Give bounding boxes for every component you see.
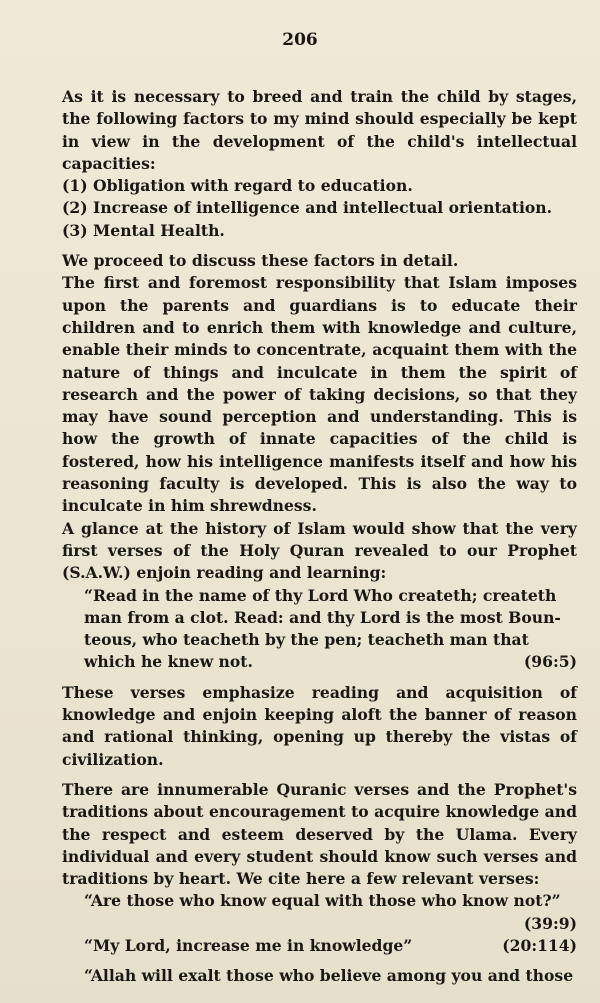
intro-paragraph: As it is necessary to breed and train the child by stages, the following factors to my mind should especially be kept in view in the development of the child's intellectual capacities: — [62, 87, 577, 173]
responsibility-paragraph: The first and foremost responsibility that Islam imposes upon the parents and guardians is to educate their children and to enrich them with knowledge and culture, enable their minds to concentrate, acquaint them with the nature of things and inculcate in them the spirit of research and the power of taking decisions, so that they may have sound perception and understanding. This is how the growth of innate capacities of the child is fostered, how his intelligence manifests itself and how his reasoning faculty is developed. This is also the way to inculcate in him shrewdness. — [62, 273, 577, 516]
verse-last-line — [62, 651, 577, 673]
verse-reference: (20:114) — [502, 935, 577, 955]
factor-item: (3) Mental Health. — [62, 220, 225, 240]
verse-line: “Read in the name of thy Lord Who createth; createth — [84, 585, 557, 605]
factor-item: (2) Increase of intelligence and intellectual orientation. — [62, 198, 553, 218]
glance-paragraph: A glance at the history of Islam would show that the very first verses of the Holy Quran revealed to our Prophet (S.A.W.) enjoin reading and learning: — [62, 518, 577, 583]
verse-line: which he knew not. — [84, 652, 253, 672]
body-text — [62, 86, 577, 988]
verse-line: teous, who teacheth by the pen; teacheth man that — [84, 630, 529, 650]
verse-line: “Are those who know equal with those who know not?” — [84, 891, 561, 911]
verse-line: “My Lord, increase me in knowledge” — [84, 935, 413, 955]
verse-reference: (39:9) — [523, 913, 577, 933]
verse-line: “Allah will exalt those who believe among you and those — [84, 966, 574, 986]
verse-line: man from a clot. Read: and thy Lord is the most Boun- — [84, 607, 561, 627]
innumerable-paragraph: There are innumerable Quranic verses and the Prophet's traditions about encouragement to acquire knowledge and the respect and esteem deserved by the Ulama. Every individual and every student should know such verses and traditions by heart. We cite here a few relevant verses: — [62, 779, 577, 889]
factor-item: (1) Obligation with regard to education. — [62, 176, 413, 196]
verse-reference: (96:5) — [523, 652, 577, 672]
emphasis-paragraph: These verses emphasize reading and acquisition of knowledge and enjoin keeping aloft the banner of reason and rational thinking, opening up thereby the vistas of civilization. — [62, 682, 577, 769]
page-number: 206 — [282, 30, 318, 50]
proceed-paragraph: We proceed to discuss these factors in detail. — [62, 251, 459, 271]
verse-row — [62, 935, 577, 957]
